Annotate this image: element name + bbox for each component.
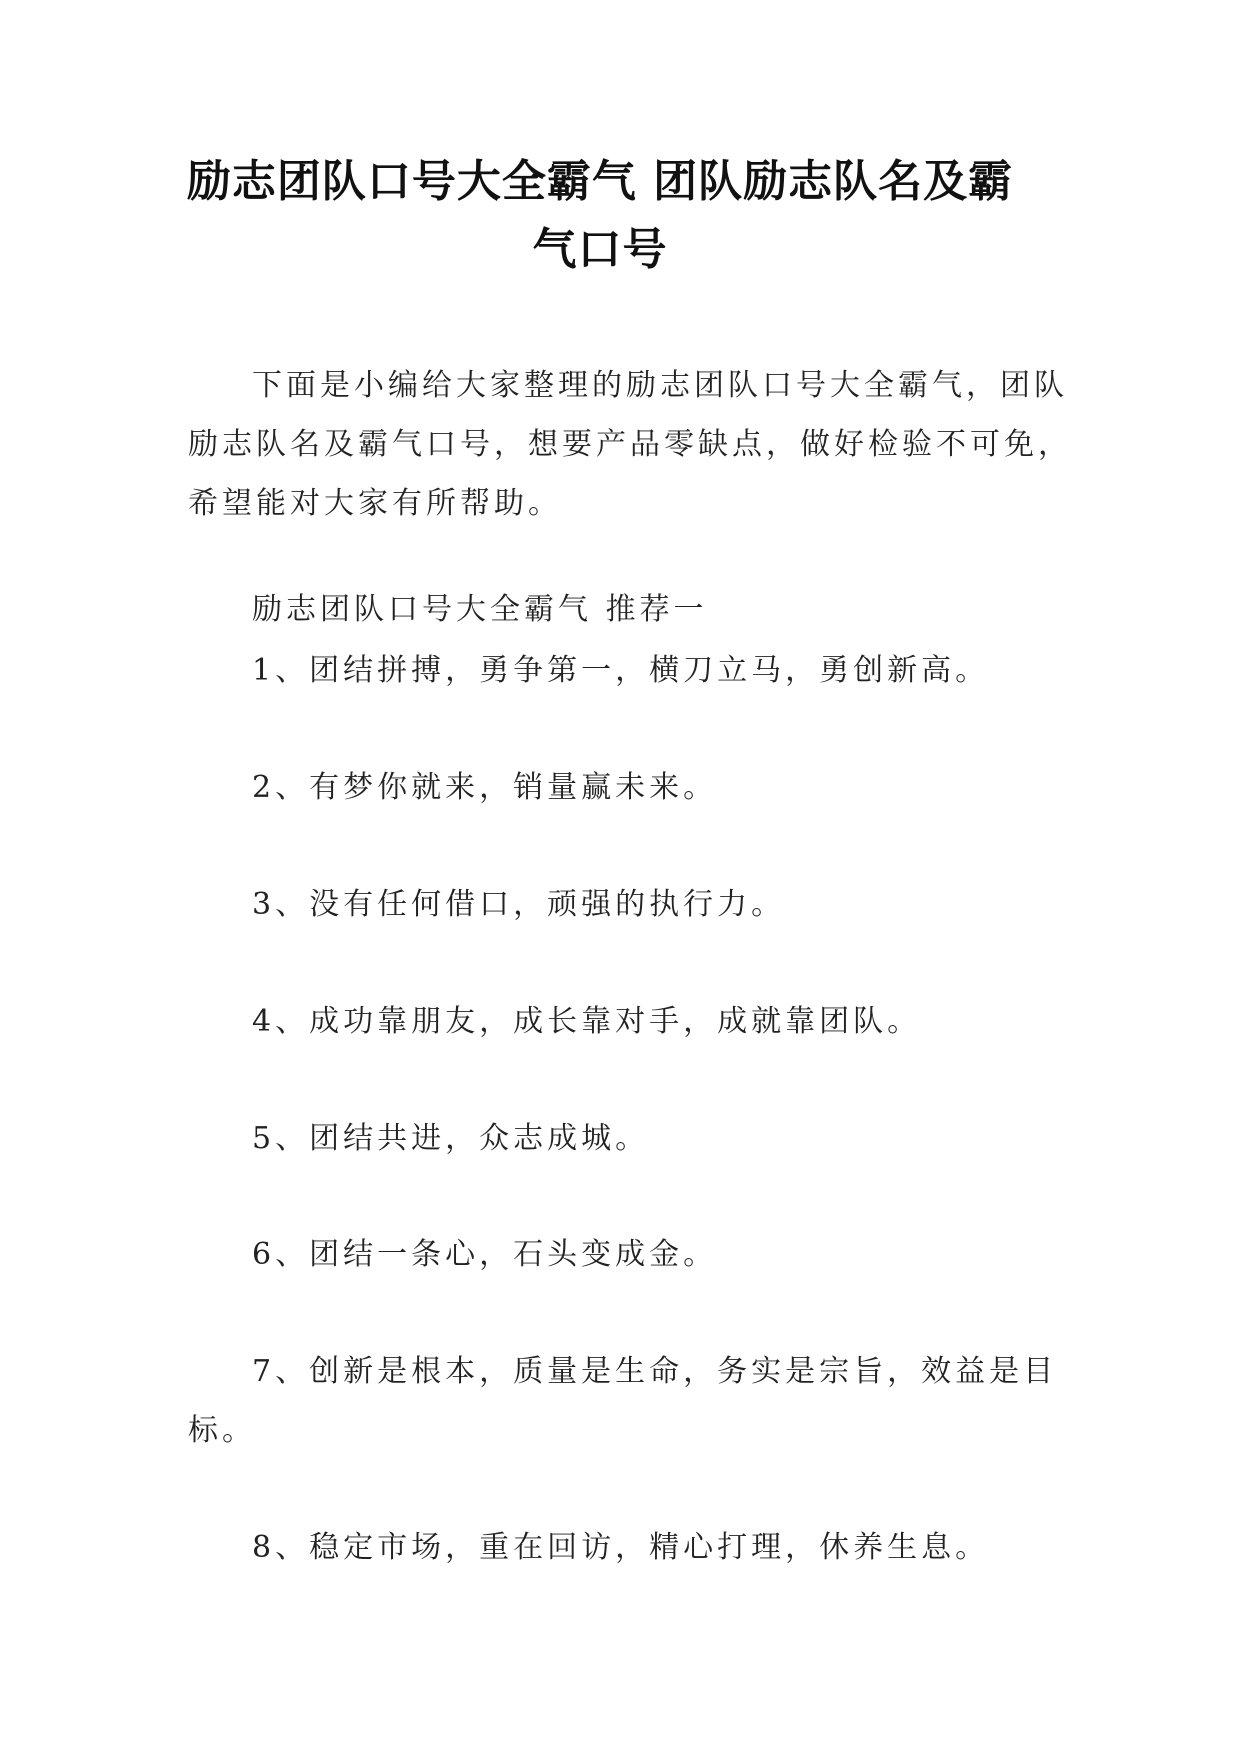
list-item-text: 7、创新是根本，质量是生命，务实是宗旨，效益是目 xyxy=(252,1354,1058,1389)
list-item-text: 1、团结拼搏，勇争第一，横刀立马，勇创新高。 xyxy=(252,653,990,688)
list-item-text: 2、有梦你就来，销量赢未来。 xyxy=(252,770,718,805)
list-item-text-continued: 标。 xyxy=(188,1413,256,1448)
list-item-1 xyxy=(188,641,1058,700)
section-heading: 励志团队口号大全霸气 推荐一 xyxy=(252,592,708,627)
list-item-3 xyxy=(188,875,1058,934)
intro-line-1: 下面是小编给大家整理的励志团队口号大全霸气，团队 xyxy=(252,368,1068,403)
title-line-2: 气口号 xyxy=(532,224,668,275)
list-item-5 xyxy=(188,1109,1058,1168)
title-line-1: 励志团队口号大全霸气 团队励志队名及霸 xyxy=(186,156,1014,207)
list-item-text: 8、稳定市场，重在回访，精心打理，休养生息。 xyxy=(252,1530,990,1565)
list-item-4 xyxy=(188,992,1058,1051)
list-item-text: 6、团结一条心，石头变成金。 xyxy=(252,1237,718,1272)
intro-line-3: 希望能对大家有所帮助。 xyxy=(188,486,562,521)
list-item-7 xyxy=(188,1342,1058,1460)
intro-line-2: 励志队名及霸气口号，想要产品零缺点，做好检验不可免， xyxy=(188,427,1072,462)
list-item-text: 5、团结共进，众志成城。 xyxy=(252,1121,650,1156)
list-item-text: 4、成功靠朋友，成长靠对手，成就靠团队。 xyxy=(252,1004,922,1039)
list-item-2 xyxy=(188,758,1058,817)
intro-paragraph xyxy=(188,356,1072,533)
list-item-6 xyxy=(188,1225,1058,1284)
list-item-text: 3、没有任何借口，顽强的执行力。 xyxy=(252,887,786,922)
list-item-8 xyxy=(188,1518,1058,1577)
document-title xyxy=(150,148,1050,284)
